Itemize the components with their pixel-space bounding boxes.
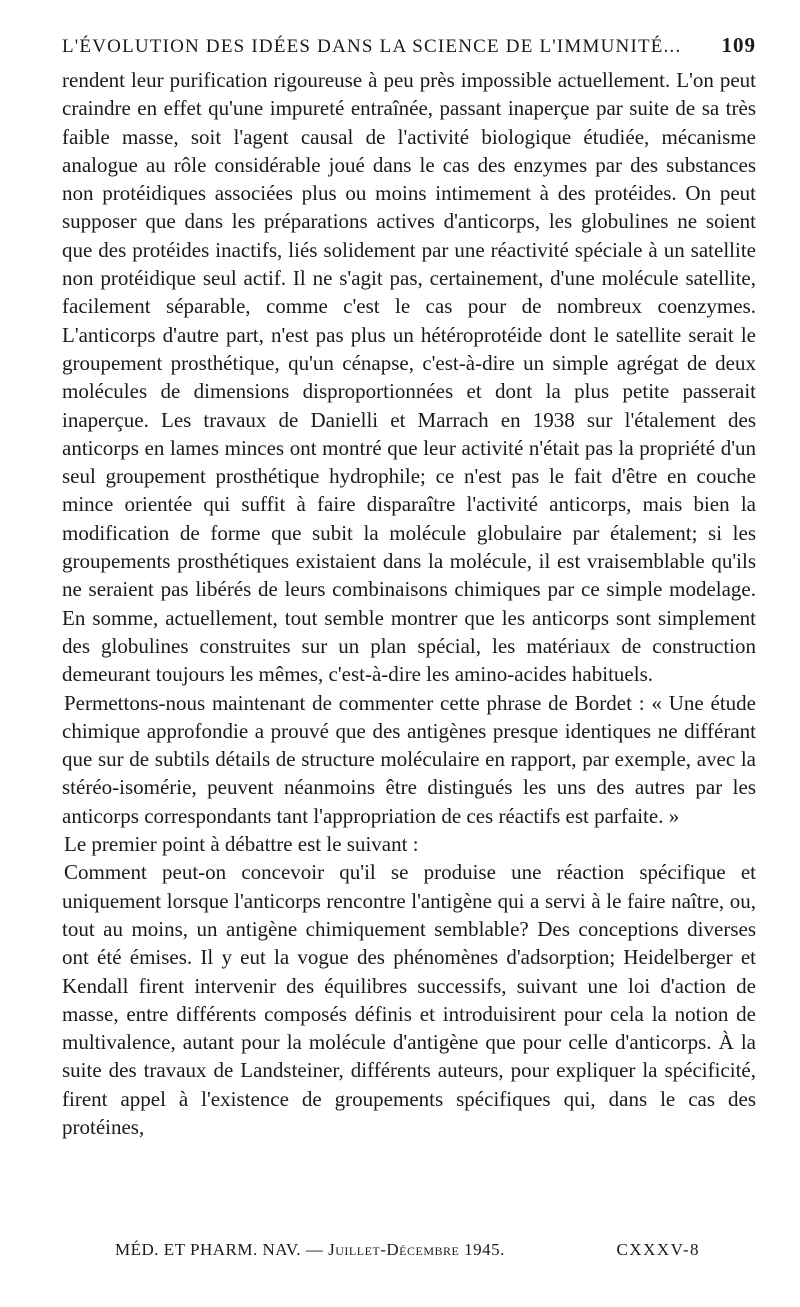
footer-journal: MÉD. ET PHARM. NAV. — Juillet-Décembre 1945. (115, 1240, 505, 1259)
page-footer (115, 1240, 700, 1260)
book-page (62, 28, 756, 1141)
paragraph-1: rendent leur purification rigoureuse à peu près impossible actuellement. L'on peut craindre en effet qu'une impureté entraînée, passant inaperçue par suite de sa très faible masse, soit l'agent causal de l'activité biologique étudiée, mécanisme analogue au rôle considérable joué dans le cas des enzymes par des substances non protéidiques associées plus ou moins intimement à des protéides. On peut supposer que dans les préparations actives d'anticorps, les globulines ne soient que des protéides inactifs, liés solidement par une réactivité spéciale à un satellite non protéidique seul actif. Il ne s'agit pas, certainement, d'une molécule satellite, facilement séparable, comme c'est le cas pour de nombreux coenzymes. L'anticorps d'autre part, n'est pas plus un hétéroprotéide dont le satellite serait le groupement prosthétique, qu'un cénapse, c'est-à-dire un simple agrégat de deux molécules de dimensions disproportionnées et dont la plus petite passerait inaperçue. Les travaux de Danielli et Marrach en 1938 sur l'étalement des anticorps en lames minces ont montré que leur activité n'était pas la propriété d'un seul groupement prosthétique hydrophile; ce n'est pas le fait d'être en couche mince orientée qui suffit à faire disparaître l'activité anticorps, mais bien la modification de forme que subit la molécule globulaire par étalement; si les groupements prosthétiques existaient dans la molécule, il est vraisemblable qu'ils ne seraient pas libérés de leurs combinaisons chimiques par ce simple modelage. En somme, actuellement, tout semble montrer que les anticorps sont simplement des globulines construites sur un plan spécial, les matériaux de construction demeurant toujours les mêmes, c'est-à-dire les amino-acides habituels. (62, 68, 756, 687)
paragraph-4: Comment peut-on concevoir qu'il se produise une réaction spécifique et uniquement lorsque l'anticorps rencontre l'antigène qui a servi à le faire naître, ou, tout au moins, un antigène chimiquement semblable? Des conceptions diverses ont été émises. Il y eut la vogue des phénomènes d'adsorption; Heidelberger et Kendall firent intervenir des équilibres successifs, suivant une loi d'action de masse, entre différents composés définis et introduisirent pour cela la notion de multivalence, autant pour la molécule d'antigène que pour celle d'anticorps. À la suite des travaux de Landsteiner, différents auteurs, pour expliquer la spécificité, firent appel à l'existence de groupements spécifiques qui, dans le cas des protéines, (62, 860, 756, 1139)
paragraph-3: Le premier point à débattre est le suivant : (64, 832, 419, 857)
page-number: 109 (721, 33, 756, 57)
body-text (62, 66, 756, 1141)
footer-signature: CXXXV-8 (616, 1240, 700, 1259)
running-head (62, 28, 756, 62)
paragraph-2: Permettons-nous maintenant de commenter cette phrase de Bordet : « Une étude chimique approfondie a prouvé que des antigènes presque identiques ne différant que sur de subtils détails de structure moléculaire en rapport, par exemple, avec la stéréo-isomérie, peuvent néanmoins être distingués les uns des autres par les anticorps correspondants tant l'appropriation de ces réactifs est parfaite. » (62, 690, 756, 828)
running-head-title: L'ÉVOLUTION DES IDÉES DANS LA SCIENCE DE L'IMMUNITÉ... (62, 36, 682, 57)
